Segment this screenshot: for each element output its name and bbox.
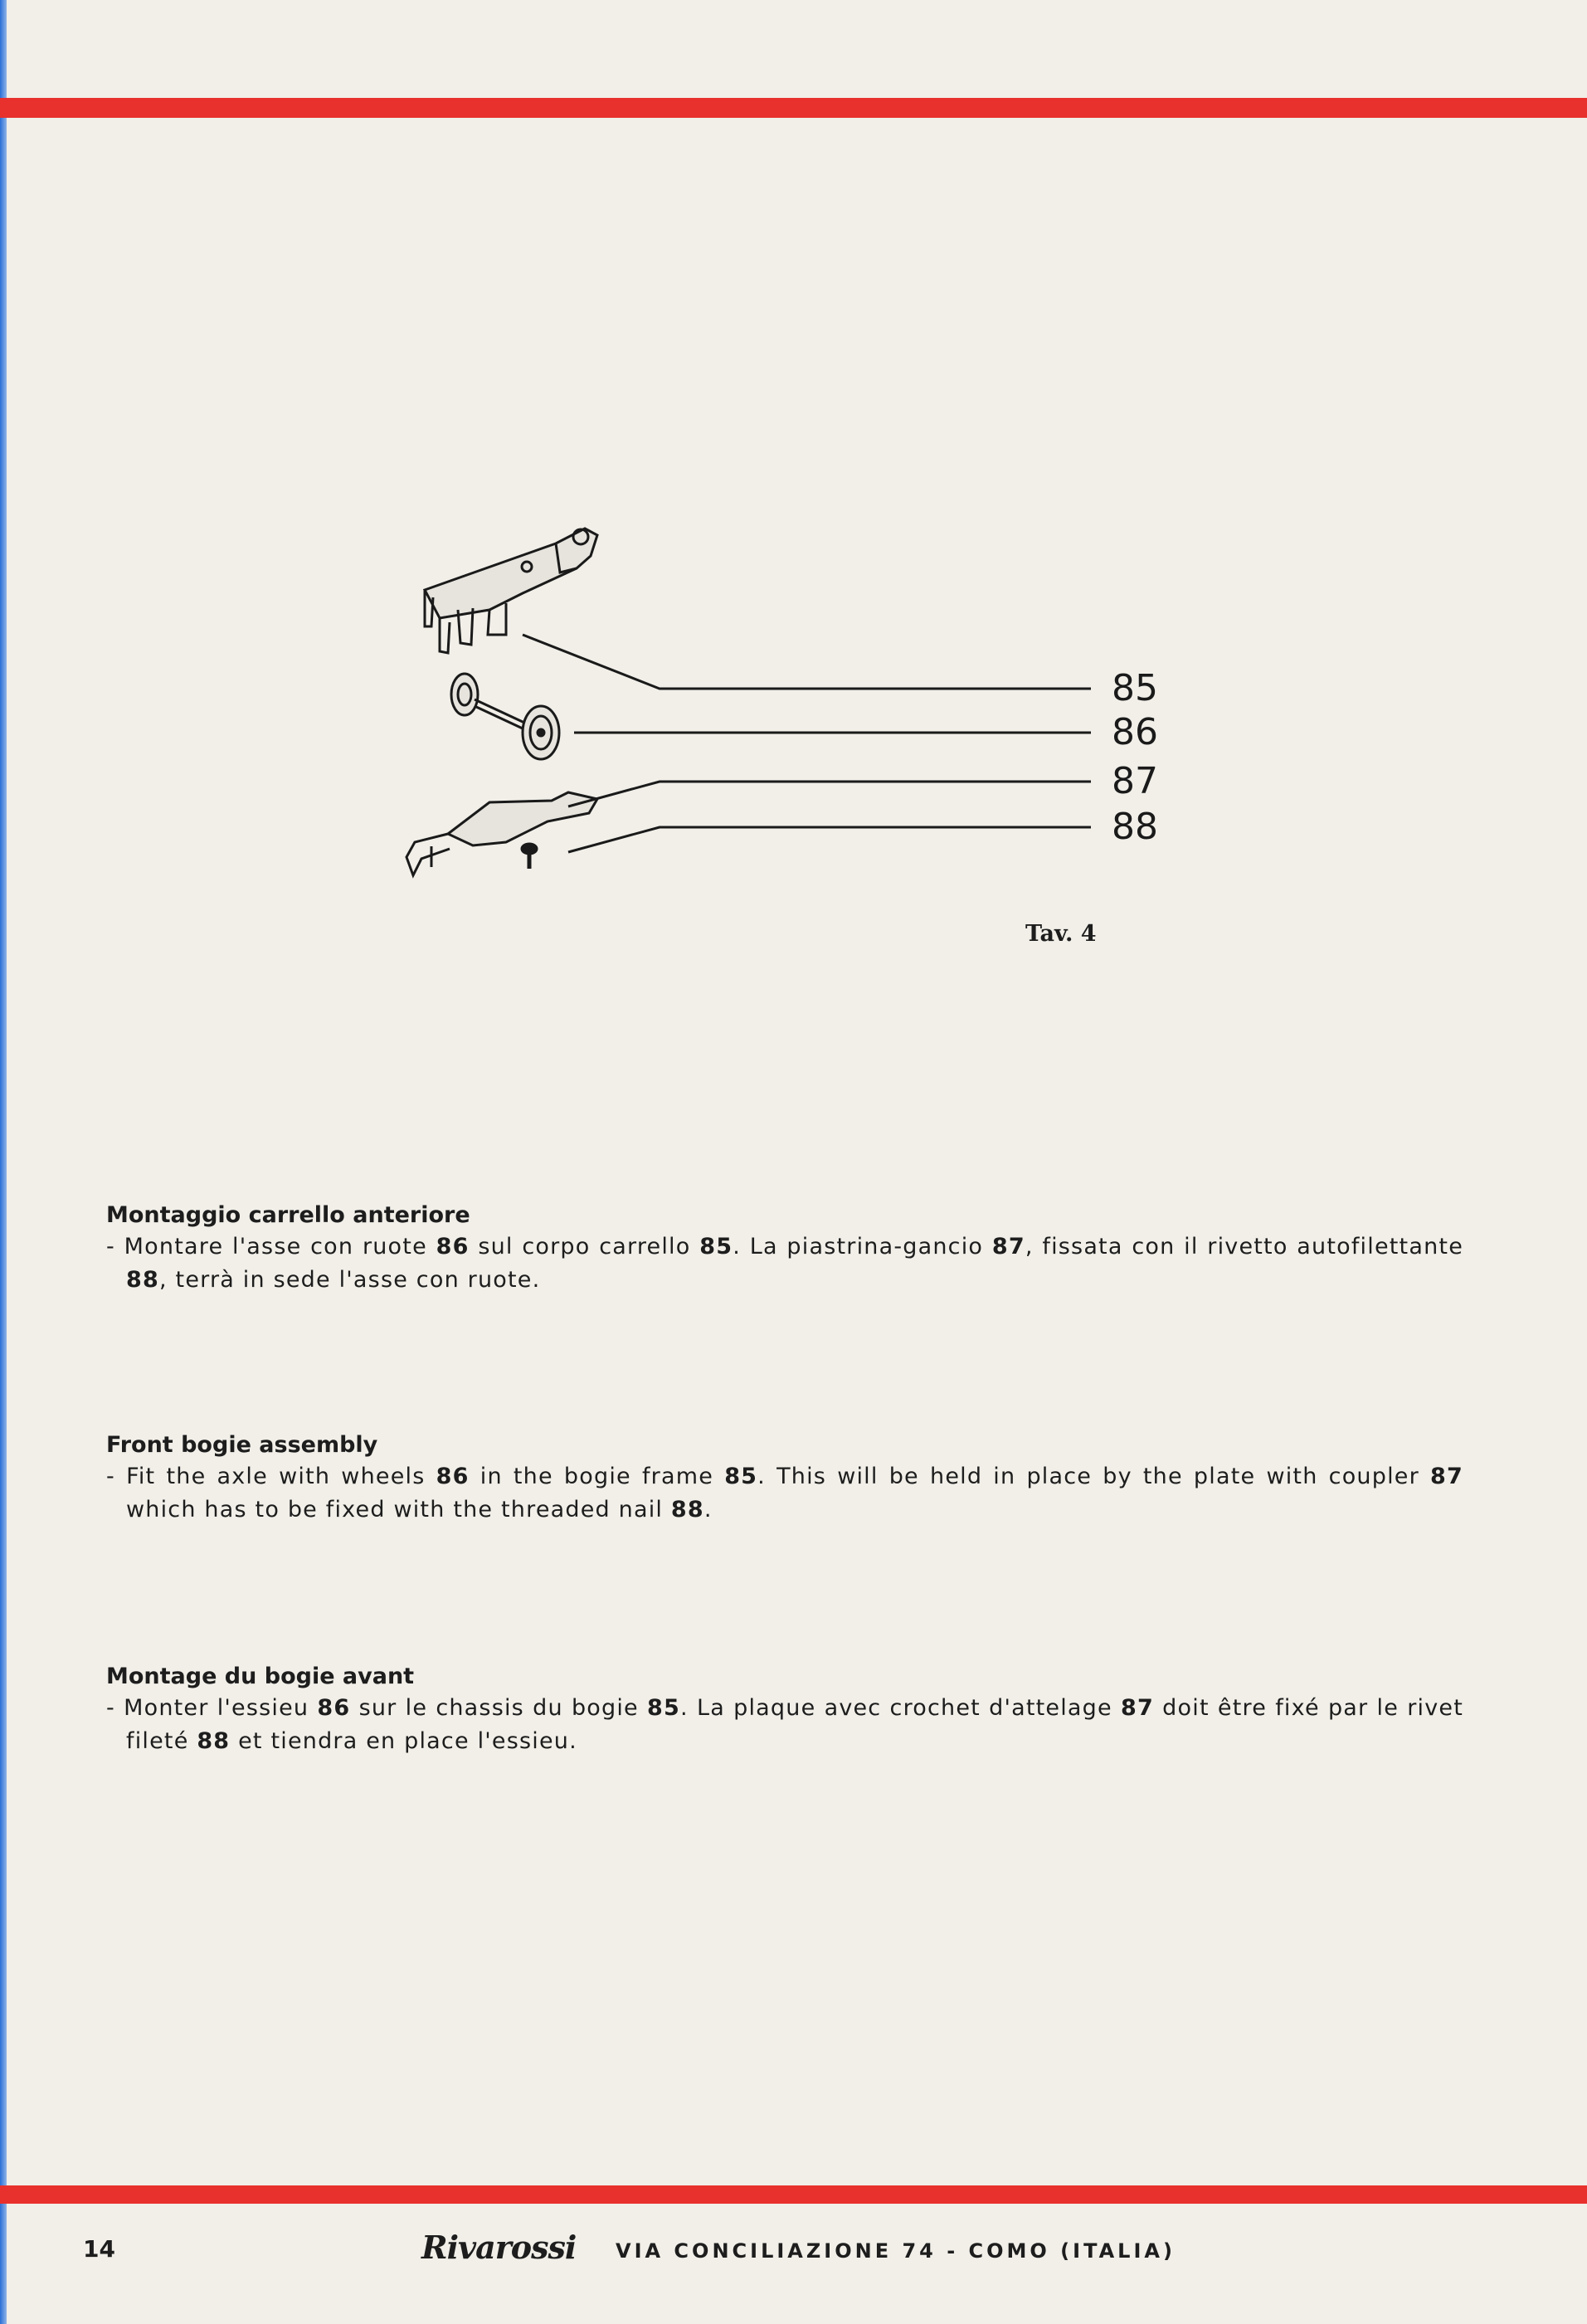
coupler-plate-part [406, 792, 597, 875]
page-edge [0, 0, 7, 2324]
brand-logo: Rivarossi [421, 2229, 577, 2266]
callout-85: 85 [1112, 667, 1158, 709]
section-title: Front bogie assembly [106, 1432, 378, 1458]
company-address: VIA CONCILIAZIONE 74 - COMO (ITALIA) [616, 2239, 1176, 2263]
page-number: 14 [83, 2235, 115, 2263]
leader-line-85 [523, 635, 1091, 689]
section-italian [106, 1201, 1463, 1297]
section-title: Montage du bogie avant [106, 1664, 415, 1689]
threaded-nail-part [522, 844, 537, 869]
callout-88: 88 [1112, 806, 1158, 848]
axle-wheels-part [451, 674, 559, 759]
bogie-frame-part [425, 529, 597, 653]
exploded-diagram [382, 510, 1211, 900]
section-body: - Fit the axle with wheels 86 in the bogie frame 85. This will be held in place by the plate with coupler 87 which has to be fixed with the threaded nail 88. [106, 1464, 1464, 1523]
leader-line-88 [568, 827, 1091, 852]
leader-line-87 [568, 782, 1091, 806]
bottom-red-rule [0, 2185, 1587, 2204]
section-body: - Monter l'essieu 86 sur le chassis du bogie 85. La plaque avec crochet d'attelage 87 doit être fixé par le rivet fileté 88 et tiendra en place l'essieu. [106, 1695, 1463, 1754]
section-french [106, 1662, 1463, 1758]
top-red-rule [0, 98, 1587, 118]
callout-87: 87 [1112, 760, 1158, 802]
callout-86: 86 [1112, 711, 1158, 753]
figure-caption: Tav. 4 [1025, 921, 1097, 947]
section-title: Montaggio carrello anteriore [106, 1202, 470, 1228]
section-body: - Montare l'asse con ruote 86 sul corpo carrello 85. La piastrina-gancio 87, fissata con il rivetto autofilettante 88, terrà in sede l'asse con ruote. [106, 1234, 1464, 1293]
bogie-parts-drawing [382, 510, 1211, 900]
section-english [106, 1430, 1463, 1527]
